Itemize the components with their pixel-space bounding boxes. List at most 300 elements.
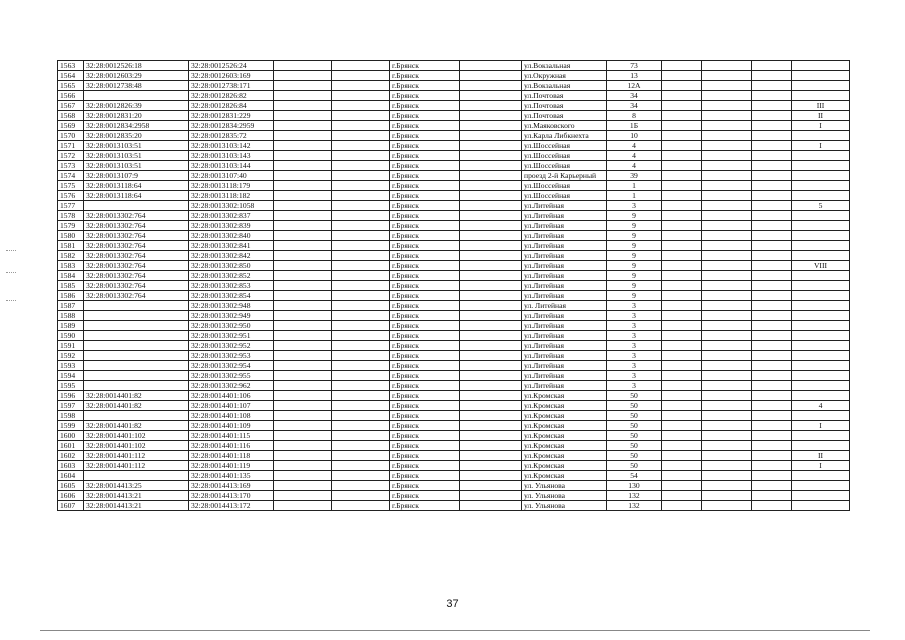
empty-cell (702, 181, 752, 191)
city-cell: г.Брянск (390, 361, 460, 371)
house-number-cell: 12А (607, 81, 662, 91)
empty-cell (460, 431, 522, 441)
building-cadastral-number-cell: 32:28:0013302:950 (189, 321, 274, 331)
empty-cell (274, 61, 332, 71)
category-cell (792, 411, 850, 421)
empty-cell (274, 131, 332, 141)
category-cell (792, 341, 850, 351)
parcel-cadastral-number-cell: 32:28:0012603:29 (84, 71, 189, 81)
city-cell: г.Брянск (390, 121, 460, 131)
empty-cell (274, 181, 332, 191)
empty-cell (752, 481, 792, 491)
empty-cell (752, 111, 792, 121)
empty-cell (662, 231, 702, 241)
city-cell: г.Брянск (390, 201, 460, 211)
row-number-cell: 1592 (58, 351, 84, 361)
empty-cell (702, 81, 752, 91)
category-cell (792, 91, 850, 101)
registry-table-body (58, 61, 850, 511)
empty-cell (332, 91, 390, 101)
empty-cell (662, 371, 702, 381)
empty-cell (332, 111, 390, 121)
empty-cell (460, 391, 522, 401)
house-number-cell: 50 (607, 461, 662, 471)
empty-cell (702, 381, 752, 391)
empty-cell (332, 381, 390, 391)
empty-cell (662, 101, 702, 111)
category-cell (792, 241, 850, 251)
empty-cell (752, 461, 792, 471)
house-number-cell: 9 (607, 221, 662, 231)
parcel-cadastral-number-cell: 32:28:0014401:82 (84, 401, 189, 411)
street-cell: ул.Литейная (522, 381, 607, 391)
building-cadastral-number-cell: 32:28:0013302:841 (189, 241, 274, 251)
category-cell: II (792, 451, 850, 461)
empty-cell (274, 101, 332, 111)
table-row (58, 321, 850, 331)
row-number-cell: 1587 (58, 301, 84, 311)
street-cell: ул.Литейная (522, 231, 607, 241)
building-cadastral-number-cell: 32:28:0013302:955 (189, 371, 274, 381)
table-row (58, 61, 850, 71)
house-number-cell: 50 (607, 421, 662, 431)
empty-cell (752, 501, 792, 511)
empty-cell (460, 281, 522, 291)
empty-cell (662, 151, 702, 161)
street-cell: ул. Ульянова (522, 501, 607, 511)
house-number-cell: 9 (607, 281, 662, 291)
table-row (58, 391, 850, 401)
house-number-cell: 10 (607, 131, 662, 141)
building-cadastral-number-cell: 32:28:0014401:108 (189, 411, 274, 421)
house-number-cell: 3 (607, 341, 662, 351)
category-cell: I (792, 121, 850, 131)
city-cell: г.Брянск (390, 401, 460, 411)
category-cell: I (792, 141, 850, 151)
empty-cell (702, 411, 752, 421)
street-cell: ул.Кромская (522, 431, 607, 441)
empty-cell (702, 371, 752, 381)
empty-cell (274, 71, 332, 81)
empty-cell (274, 421, 332, 431)
parcel-cadastral-number-cell: 32:28:0013118:64 (84, 181, 189, 191)
parcel-cadastral-number-cell (84, 411, 189, 421)
parcel-cadastral-number-cell (84, 371, 189, 381)
parcel-cadastral-number-cell: 32:28:0012831:20 (84, 111, 189, 121)
building-cadastral-number-cell: 32:28:0014401:107 (189, 401, 274, 411)
city-cell: г.Брянск (390, 291, 460, 301)
empty-cell (702, 361, 752, 371)
table-row (58, 141, 850, 151)
row-number-cell: 1604 (58, 471, 84, 481)
city-cell: г.Брянск (390, 91, 460, 101)
category-cell (792, 231, 850, 241)
empty-cell (662, 61, 702, 71)
building-cadastral-number-cell: 32:28:0013302:1058 (189, 201, 274, 211)
city-cell: г.Брянск (390, 301, 460, 311)
table-row (58, 201, 850, 211)
empty-cell (332, 171, 390, 181)
empty-cell (702, 321, 752, 331)
parcel-cadastral-number-cell: 32:28:0012526:18 (84, 61, 189, 71)
category-cell: I (792, 421, 850, 431)
building-cadastral-number-cell: 32:28:0013302:840 (189, 231, 274, 241)
empty-cell (702, 261, 752, 271)
empty-cell (332, 101, 390, 111)
row-number-cell: 1564 (58, 71, 84, 81)
row-number-cell: 1567 (58, 101, 84, 111)
row-number-cell: 1580 (58, 231, 84, 241)
house-number-cell: 13 (607, 71, 662, 81)
parcel-cadastral-number-cell (84, 361, 189, 371)
city-cell: г.Брянск (390, 451, 460, 461)
category-cell: 5 (792, 201, 850, 211)
empty-cell (460, 291, 522, 301)
empty-cell (662, 351, 702, 361)
table-row (58, 361, 850, 371)
empty-cell (460, 121, 522, 131)
empty-cell (702, 401, 752, 411)
empty-cell (274, 351, 332, 361)
empty-cell (702, 491, 752, 501)
table-row (58, 431, 850, 441)
empty-cell (460, 331, 522, 341)
parcel-cadastral-number-cell: 32:28:0013103:51 (84, 161, 189, 171)
empty-cell (662, 141, 702, 151)
building-cadastral-number-cell: 32:28:0014401:135 (189, 471, 274, 481)
house-number-cell: 50 (607, 401, 662, 411)
house-number-cell: 1 (607, 181, 662, 191)
city-cell: г.Брянск (390, 391, 460, 401)
parcel-cadastral-number-cell: 32:28:0014401:82 (84, 391, 189, 401)
empty-cell (274, 141, 332, 151)
bottom-rule (40, 630, 870, 631)
row-number-cell: 1577 (58, 201, 84, 211)
empty-cell (752, 181, 792, 191)
empty-cell (460, 311, 522, 321)
empty-cell (702, 171, 752, 181)
street-cell: ул.Шоссейная (522, 191, 607, 201)
parcel-cadastral-number-cell: 32:28:0013107:9 (84, 171, 189, 181)
empty-cell (702, 421, 752, 431)
row-number-cell: 1565 (58, 81, 84, 91)
empty-cell (332, 191, 390, 201)
empty-cell (702, 471, 752, 481)
empty-cell (752, 251, 792, 261)
street-cell: ул. Ульянова (522, 481, 607, 491)
empty-cell (752, 91, 792, 101)
empty-cell (702, 111, 752, 121)
empty-cell (702, 301, 752, 311)
empty-cell (274, 311, 332, 321)
street-cell: ул.Шоссейная (522, 161, 607, 171)
building-cadastral-number-cell: 32:28:0013302:837 (189, 211, 274, 221)
category-cell (792, 61, 850, 71)
empty-cell (332, 451, 390, 461)
empty-cell (702, 461, 752, 471)
empty-cell (702, 291, 752, 301)
parcel-cadastral-number-cell (84, 321, 189, 331)
empty-cell (752, 441, 792, 451)
city-cell: г.Брянск (390, 151, 460, 161)
empty-cell (274, 381, 332, 391)
city-cell: г.Брянск (390, 111, 460, 121)
category-cell (792, 161, 850, 171)
house-number-cell: 132 (607, 491, 662, 501)
empty-cell (752, 61, 792, 71)
building-cadastral-number-cell: 32:28:0013302:853 (189, 281, 274, 291)
table-row (58, 111, 850, 121)
street-cell: ул.Литейная (522, 351, 607, 361)
table-row (58, 281, 850, 291)
empty-cell (274, 321, 332, 331)
empty-cell (702, 501, 752, 511)
empty-cell (332, 281, 390, 291)
empty-cell (702, 221, 752, 231)
row-number-cell: 1601 (58, 441, 84, 451)
empty-cell (332, 121, 390, 131)
row-number-cell: 1593 (58, 361, 84, 371)
house-number-cell: 9 (607, 261, 662, 271)
building-cadastral-number-cell: 32:28:0012826:84 (189, 101, 274, 111)
street-cell: ул.Кромская (522, 471, 607, 481)
empty-cell (752, 81, 792, 91)
parcel-cadastral-number-cell (84, 341, 189, 351)
empty-cell (702, 201, 752, 211)
empty-cell (460, 201, 522, 211)
empty-cell (662, 461, 702, 471)
empty-cell (702, 431, 752, 441)
empty-cell (460, 321, 522, 331)
empty-cell (274, 371, 332, 381)
table-row (58, 211, 850, 221)
empty-cell (702, 481, 752, 491)
empty-cell (332, 351, 390, 361)
empty-cell (332, 271, 390, 281)
city-cell: г.Брянск (390, 231, 460, 241)
table-row (58, 221, 850, 231)
row-number-cell: 1590 (58, 331, 84, 341)
empty-cell (274, 411, 332, 421)
category-cell (792, 331, 850, 341)
city-cell: г.Брянск (390, 351, 460, 361)
empty-cell (460, 501, 522, 511)
empty-cell (332, 251, 390, 261)
parcel-cadastral-number-cell: 32:28:0013302:764 (84, 251, 189, 261)
row-number-cell: 1569 (58, 121, 84, 131)
empty-cell (702, 191, 752, 201)
table-row (58, 171, 850, 181)
empty-cell (702, 71, 752, 81)
category-cell (792, 251, 850, 261)
empty-cell (662, 241, 702, 251)
table-row (58, 81, 850, 91)
empty-cell (752, 301, 792, 311)
parcel-cadastral-number-cell: 32:28:0012835:20 (84, 131, 189, 141)
empty-cell (274, 281, 332, 291)
row-number-cell: 1566 (58, 91, 84, 101)
empty-cell (702, 211, 752, 221)
empty-cell (752, 451, 792, 461)
house-number-cell: 3 (607, 371, 662, 381)
row-number-cell: 1602 (58, 451, 84, 461)
empty-cell (332, 471, 390, 481)
city-cell: г.Брянск (390, 211, 460, 221)
empty-cell (460, 91, 522, 101)
row-number-cell: 1596 (58, 391, 84, 401)
row-number-cell: 1606 (58, 491, 84, 501)
empty-cell (662, 401, 702, 411)
row-number-cell: 1588 (58, 311, 84, 321)
street-cell: проезд 2-й Карьерный (522, 171, 607, 181)
empty-cell (332, 361, 390, 371)
empty-cell (460, 361, 522, 371)
empty-cell (460, 481, 522, 491)
empty-cell (662, 301, 702, 311)
house-number-cell: 1 (607, 191, 662, 201)
empty-cell (662, 361, 702, 371)
row-number-cell: 1605 (58, 481, 84, 491)
table-row (58, 291, 850, 301)
empty-cell (752, 421, 792, 431)
empty-cell (752, 241, 792, 251)
parcel-cadastral-number-cell: 32:28:0013302:764 (84, 291, 189, 301)
empty-cell (662, 311, 702, 321)
scan-edge-mark (6, 250, 16, 251)
city-cell: г.Брянск (390, 441, 460, 451)
empty-cell (274, 261, 332, 271)
empty-cell (332, 131, 390, 141)
empty-cell (702, 441, 752, 451)
street-cell: ул.Карла Либкнехта (522, 131, 607, 141)
table-row (58, 441, 850, 451)
category-cell (792, 481, 850, 491)
table-row (58, 351, 850, 361)
house-number-cell: 3 (607, 301, 662, 311)
empty-cell (702, 241, 752, 251)
parcel-cadastral-number-cell (84, 331, 189, 341)
empty-cell (274, 481, 332, 491)
city-cell: г.Брянск (390, 221, 460, 231)
building-cadastral-number-cell: 32:28:0013302:839 (189, 221, 274, 231)
house-number-cell: 132 (607, 501, 662, 511)
street-cell: ул.Литейная (522, 321, 607, 331)
category-cell (792, 501, 850, 511)
empty-cell (752, 471, 792, 481)
empty-cell (662, 71, 702, 81)
empty-cell (702, 341, 752, 351)
empty-cell (702, 141, 752, 151)
row-number-cell: 1571 (58, 141, 84, 151)
parcel-cadastral-number-cell: 32:28:0012826:39 (84, 101, 189, 111)
city-cell: г.Брянск (390, 461, 460, 471)
category-cell (792, 301, 850, 311)
empty-cell (752, 261, 792, 271)
empty-cell (662, 161, 702, 171)
house-number-cell: 4 (607, 161, 662, 171)
house-number-cell: 8 (607, 111, 662, 121)
empty-cell (702, 151, 752, 161)
empty-cell (752, 351, 792, 361)
street-cell: ул.Маяковского (522, 121, 607, 131)
empty-cell (662, 91, 702, 101)
row-number-cell: 1598 (58, 411, 84, 421)
street-cell: ул.Литейная (522, 261, 607, 271)
empty-cell (274, 81, 332, 91)
empty-cell (752, 331, 792, 341)
empty-cell (274, 441, 332, 451)
city-cell: г.Брянск (390, 101, 460, 111)
parcel-cadastral-number-cell: 32:28:0013118:64 (84, 191, 189, 201)
parcel-cadastral-number-cell (84, 381, 189, 391)
empty-cell (662, 421, 702, 431)
table-row (58, 451, 850, 461)
street-cell: ул.Вокзальная (522, 81, 607, 91)
street-cell: ул.Кромская (522, 451, 607, 461)
building-cadastral-number-cell: 32:28:0013118:182 (189, 191, 274, 201)
house-number-cell: 4 (607, 151, 662, 161)
row-number-cell: 1607 (58, 501, 84, 511)
empty-cell (752, 401, 792, 411)
empty-cell (460, 461, 522, 471)
building-cadastral-number-cell: 32:28:0013103:142 (189, 141, 274, 151)
scan-edge-mark (6, 300, 16, 301)
empty-cell (662, 211, 702, 221)
empty-cell (274, 501, 332, 511)
category-cell (792, 491, 850, 501)
empty-cell (332, 391, 390, 401)
empty-cell (460, 451, 522, 461)
street-cell: ул.Литейная (522, 361, 607, 371)
street-cell: ул.Литейная (522, 331, 607, 341)
empty-cell (662, 171, 702, 181)
empty-cell (274, 341, 332, 351)
city-cell: г.Брянск (390, 261, 460, 271)
empty-cell (274, 111, 332, 121)
empty-cell (662, 451, 702, 461)
category-cell: I (792, 461, 850, 471)
city-cell: г.Брянск (390, 181, 460, 191)
table-row (58, 181, 850, 191)
building-cadastral-number-cell: 32:28:0014401:116 (189, 441, 274, 451)
building-cadastral-number-cell: 32:28:0013302:854 (189, 291, 274, 301)
house-number-cell: 9 (607, 291, 662, 301)
parcel-cadastral-number-cell: 32:28:0013302:764 (84, 231, 189, 241)
empty-cell (332, 411, 390, 421)
empty-cell (752, 161, 792, 171)
building-cadastral-number-cell: 32:28:0013302:953 (189, 351, 274, 361)
empty-cell (752, 281, 792, 291)
empty-cell (460, 151, 522, 161)
house-number-cell: 50 (607, 411, 662, 421)
parcel-cadastral-number-cell (84, 301, 189, 311)
category-cell (792, 171, 850, 181)
empty-cell (274, 211, 332, 221)
category-cell (792, 71, 850, 81)
empty-cell (332, 71, 390, 81)
city-cell: г.Брянск (390, 191, 460, 201)
row-number-cell: 1563 (58, 61, 84, 71)
building-cadastral-number-cell: 32:28:0014401:115 (189, 431, 274, 441)
row-number-cell: 1572 (58, 151, 84, 161)
table-row (58, 261, 850, 271)
house-number-cell: 3 (607, 321, 662, 331)
street-cell: ул.Шоссейная (522, 141, 607, 151)
street-cell: ул.Литейная (522, 281, 607, 291)
house-number-cell: 50 (607, 431, 662, 441)
empty-cell (662, 441, 702, 451)
house-number-cell: 9 (607, 231, 662, 241)
